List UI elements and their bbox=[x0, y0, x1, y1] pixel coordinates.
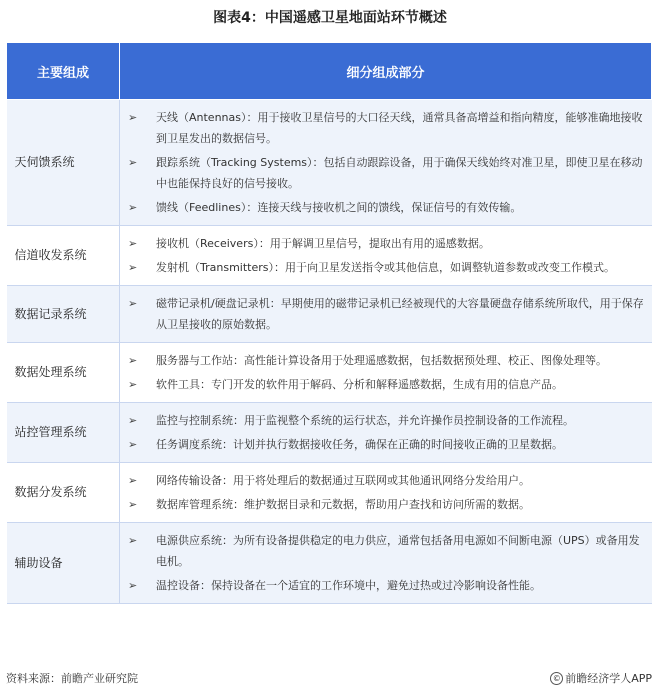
list-item bbox=[128, 434, 646, 455]
bullet-list bbox=[120, 403, 652, 462]
sub-components-cell bbox=[120, 463, 652, 523]
list-item bbox=[128, 233, 646, 254]
bullet-list bbox=[120, 226, 652, 285]
bullet-list bbox=[120, 286, 652, 342]
list-item bbox=[128, 494, 646, 515]
arrow-bullet-icon: ➢ bbox=[128, 297, 138, 310]
arrow-bullet-icon: ➢ bbox=[128, 201, 138, 214]
list-item bbox=[128, 410, 646, 431]
arrow-bullet-icon: ➢ bbox=[128, 579, 138, 592]
table-row bbox=[7, 403, 652, 463]
list-item-text: 服务器与工作站：高性能计算设备用于处理遥感数据，包括数据预处理、校正、图像处理等。 bbox=[156, 354, 607, 367]
arrow-bullet-icon: ➢ bbox=[128, 378, 138, 391]
list-item bbox=[128, 470, 646, 491]
copyright-icon: © bbox=[550, 672, 563, 685]
sub-components-cell bbox=[120, 523, 652, 604]
list-item bbox=[128, 107, 646, 149]
overview-table bbox=[6, 42, 652, 604]
arrow-bullet-icon: ➢ bbox=[128, 498, 138, 511]
list-item bbox=[128, 575, 646, 596]
arrow-bullet-icon: ➢ bbox=[128, 474, 138, 487]
table-row bbox=[7, 523, 652, 604]
list-item bbox=[128, 197, 646, 218]
list-item-text: 温控设备：保持设备在一个适宜的工作环境中，避免过热或过冷影响设备性能。 bbox=[156, 579, 541, 592]
table-row bbox=[7, 286, 652, 343]
list-item-text: 电源供应系统：为所有设备提供稳定的电力供应，通常包括备用电源如不间断电源（UPS）或备用发电机。 bbox=[156, 534, 640, 568]
table-row bbox=[7, 100, 652, 226]
header-main-component: 主要组成 bbox=[7, 43, 120, 100]
arrow-bullet-icon: ➢ bbox=[128, 414, 138, 427]
table-header-row bbox=[7, 43, 652, 100]
sub-components-cell bbox=[120, 100, 652, 226]
footer bbox=[6, 668, 652, 688]
list-item bbox=[128, 152, 646, 194]
header-sub-components: 细分组成部分 bbox=[120, 43, 652, 100]
list-item bbox=[128, 293, 646, 335]
arrow-bullet-icon: ➢ bbox=[128, 534, 138, 547]
list-item-text: 跟踪系统（Tracking Systems）：包括自动跟踪设备，用于确保天线始终对准卫星，即使卫星在移动中也能保持良好的信号接收。 bbox=[156, 156, 643, 190]
bullet-list bbox=[120, 463, 652, 522]
list-item-text: 监控与控制系统：用于监视整个系统的运行状态，并允许操作员控制设备的工作流程。 bbox=[156, 414, 574, 427]
main-component-cell: 信道收发系统 bbox=[7, 226, 120, 286]
table-body bbox=[7, 100, 652, 604]
main-component-cell: 数据分发系统 bbox=[7, 463, 120, 523]
main-component-cell: 数据记录系统 bbox=[7, 286, 120, 343]
list-item-text: 网络传输设备：用于将处理后的数据通过互联网或其他通讯网络分发给用户。 bbox=[156, 474, 530, 487]
table-row bbox=[7, 226, 652, 286]
arrow-bullet-icon: ➢ bbox=[128, 111, 138, 124]
bullet-list bbox=[120, 523, 652, 603]
arrow-bullet-icon: ➢ bbox=[128, 156, 138, 169]
list-item-text: 任务调度系统：计划并执行数据接收任务，确保在正确的时间接收正确的卫星数据。 bbox=[156, 438, 563, 451]
list-item bbox=[128, 530, 646, 572]
arrow-bullet-icon: ➢ bbox=[128, 438, 138, 451]
arrow-bullet-icon: ➢ bbox=[128, 261, 138, 274]
list-item-text: 馈线（Feedlines）：连接天线与接收机之间的馈线，保证信号的有效传输。 bbox=[156, 201, 522, 214]
list-item-text: 发射机（Transmitters）：用于向卫星发送指令或其他信息，如调整轨道参数或改变工作模式。 bbox=[156, 261, 615, 274]
main-component-cell: 天伺馈系统 bbox=[7, 100, 120, 226]
list-item-text: 接收机（Receivers）：用于解调卫星信号，提取出有用的遥感数据。 bbox=[156, 237, 490, 250]
sub-components-cell bbox=[120, 403, 652, 463]
brand-text: 前瞻经济学人APP bbox=[565, 672, 652, 685]
source-text: 资料来源：前瞻产业研究院 bbox=[6, 672, 138, 685]
table-row bbox=[7, 463, 652, 523]
list-item-text: 软件工具：专门开发的软件用于解码、分析和解释遥感数据，生成有用的信息产品。 bbox=[156, 378, 563, 391]
list-item-text: 磁带记录机/硬盘记录机：早期使用的磁带记录机已经被现代的大容量硬盘存储系统所取代，用于保存从卫星接收的原始数据。 bbox=[156, 297, 644, 331]
table-row bbox=[7, 343, 652, 403]
list-item bbox=[128, 374, 646, 395]
brand bbox=[550, 670, 652, 686]
chart-title: 图表4：中国遥感卫星地面站环节概述 bbox=[213, 10, 447, 26]
list-item bbox=[128, 350, 646, 371]
bullet-list bbox=[120, 343, 652, 402]
list-item bbox=[128, 257, 646, 278]
main-component-cell: 站控管理系统 bbox=[7, 403, 120, 463]
bullet-list bbox=[120, 100, 652, 225]
main-component-cell: 数据处理系统 bbox=[7, 343, 120, 403]
arrow-bullet-icon: ➢ bbox=[128, 237, 138, 250]
list-item-text: 天线（Antennas）：用于接收卫星信号的大口径天线，通常具备高增益和指向精度，能够准确地接收到卫星发出的数据信号。 bbox=[156, 111, 643, 145]
main-component-cell: 辅助设备 bbox=[7, 523, 120, 604]
sub-components-cell bbox=[120, 343, 652, 403]
sub-components-cell bbox=[120, 226, 652, 286]
sub-components-cell bbox=[120, 286, 652, 343]
list-item-text: 数据库管理系统：维护数据目录和元数据，帮助用户查找和访问所需的数据。 bbox=[156, 498, 530, 511]
arrow-bullet-icon: ➢ bbox=[128, 354, 138, 367]
